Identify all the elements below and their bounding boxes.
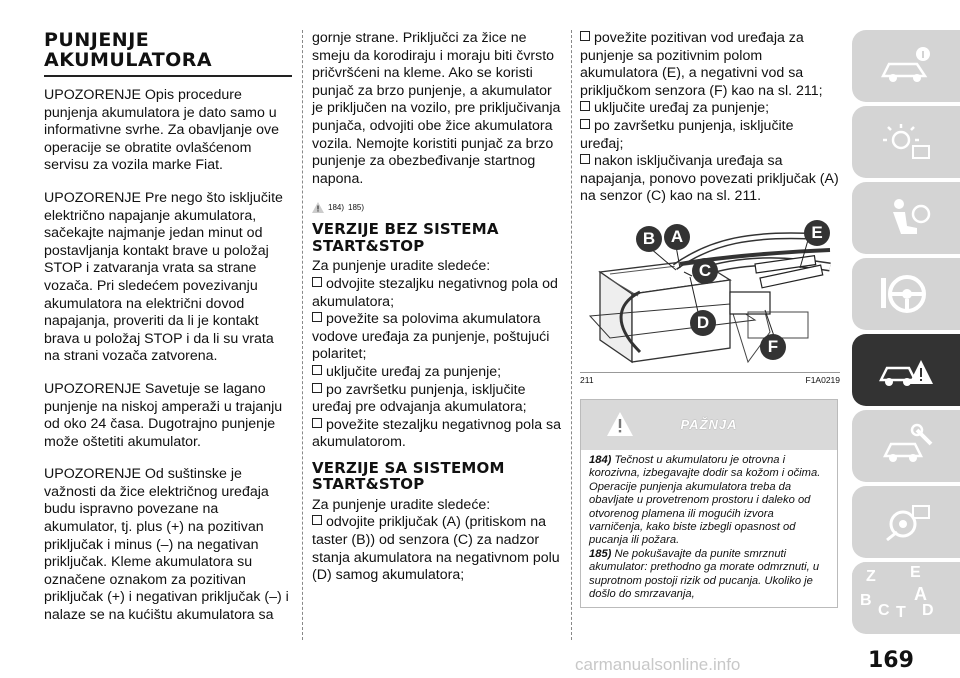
bullet-text: povežite pozitivan vod uređaja za punjenje sa pozitivnim polom akumulatora (E), a negativni vod sa priključkom senzora (F) kao na sl. 211; <box>580 30 823 99</box>
checkbox-bullet-icon <box>312 418 322 428</box>
subheading-without-start-stop: VERZIJE BEZ SISTEMA START&STOP <box>312 220 499 255</box>
checkbox-bullet-icon <box>580 101 590 111</box>
bullet-item <box>312 417 564 452</box>
index-letter: C <box>878 602 890 619</box>
figure-label-A: A <box>664 224 690 250</box>
column-divider <box>302 30 304 640</box>
battery-charging-illustration <box>580 212 838 370</box>
paragraph-continued: gornje strane. Priključci za žice ne smeju da korodiraju i moraju biti čvrsto pričvršćeni na kleme. Ako se koristi punjač za brzo punjenje, a akumulator je priključen na vozilo, pre priključivanja punjača, odvojiti obe žice akumulatora vozila. Nemojte koristiti punjač za brzo punjenje za obezbeđivanje startnog napona. <box>312 30 561 187</box>
bullet-item <box>312 311 564 364</box>
attention-body <box>581 450 837 607</box>
watermark: carmanualsonline.info <box>575 655 741 674</box>
figure-label-C: C <box>692 258 718 284</box>
warning-number: 184) <box>589 453 612 466</box>
index-letter: E <box>910 564 921 581</box>
column-divider <box>571 30 573 640</box>
bullet-text: po završetku punjenja, isključite uređaj; <box>580 117 794 152</box>
bullet-list-c <box>580 30 840 206</box>
warning-text: Tečnost u akumulatoru je otrovna i korozivna, izbegavajte dodir sa kožom i očima. Operacije punjenja akumulatora treba da obavljate u provetrenom prostoru i daleko od otvorenog plamena ili mogućih izvora varničenja, kako biste izbegli opasnost od pucanja ili požara. <box>589 453 821 547</box>
warning-text: Ne pokušavajte da punite smrznuti akumulator: prethodno ga morate odmrznuti, u suprotnom postoji rizik od pucanja. Ukoliko je došlo do smrzavanja, <box>589 547 820 600</box>
paragraph-3: UPOZORENJE Savetuje se lagano punjenje na niskoj amperaži u trajanju od oko 24 časa. Dugotrajno punjenje može oštetiti akumulator. <box>44 380 283 450</box>
lead-text: Za punjenje uradite sledeće: <box>312 496 491 513</box>
index-letter: D <box>922 602 934 619</box>
checkbox-bullet-icon <box>580 31 590 41</box>
figure-label-F: F <box>760 334 786 360</box>
attention-header <box>581 400 837 450</box>
bullet-item <box>312 276 564 311</box>
bullet-text: po završetku punjenja, isključite uređaj pre odvajanja akumulatora; <box>312 381 527 416</box>
bullet-text: povežite sa polovima akumulatora vodove uređaja za punjenje, poštujući polaritet; <box>312 311 550 363</box>
bullet-item <box>312 382 564 417</box>
checkbox-bullet-icon <box>312 312 322 322</box>
page-number: 169 <box>868 648 914 673</box>
bullet-text: odvojite stezaljku negativnog pola od akumulatora; <box>312 275 558 310</box>
bullet-list-a <box>312 276 564 452</box>
bullet-item <box>312 514 564 584</box>
battery-figure <box>580 212 838 370</box>
info-car-icon <box>877 42 935 90</box>
attention-box <box>580 399 838 608</box>
column-1 <box>44 30 292 640</box>
chapter-tab-emergency[interactable] <box>852 334 960 406</box>
chapter-tab-driving[interactable] <box>852 258 960 330</box>
paragraph-1: UPOZORENJE Opis procedure punjenja akumulatora je dato samo u informativne svrhe. Za obavljanje ove operacije se obratite ovlašćenom servisu za vozila marke Fiat. <box>44 87 280 174</box>
bullet-text: uključite uređaj za punjenje; <box>326 363 502 380</box>
title-rule <box>44 75 292 77</box>
tech-data-icon <box>877 498 935 546</box>
warning-number: 185) <box>589 547 612 560</box>
paragraph-4: UPOZORENJE Od suštinske je važnosti da žice električnog uređaja budu ispravno povezane na akumulator, tj. plus (+) na pozitivan priključak i minus (–) na negativan priključak. Kleme akumulatora su označene oznakom za pozitivan priključak (+) i negativan priključak (–) i nalaze se na kućištu akumulatora sa <box>44 466 289 624</box>
warning-triangle-icon <box>607 412 633 436</box>
checkbox-bullet-icon <box>312 277 322 287</box>
bullet-item <box>580 30 840 100</box>
section-title-line1: PUNJENJE <box>44 29 150 51</box>
bullet-text: nakon isključivanja uređaja sa napajanja, ponovo povezati priključak (A) na senzor (C) kao na sl. 211. <box>580 153 839 205</box>
car-emergency-icon <box>877 346 935 394</box>
index-letter: Z <box>866 568 876 585</box>
warning-184 <box>589 454 829 548</box>
warning-ref-184[interactable]: 184) <box>328 203 345 213</box>
subheading-with-start-stop: VERZIJE SA SISTEMOM START&STOP <box>312 458 505 494</box>
bullet-item <box>312 364 564 382</box>
wrench-car-icon <box>877 422 935 470</box>
figure-label-E: E <box>804 220 830 246</box>
column-3 <box>580 30 840 608</box>
bullet-item <box>580 118 840 153</box>
warning-references <box>312 202 564 213</box>
column-2 <box>312 30 564 585</box>
bullet-text: povežite stezaljku negativnog pola sa akumulatorom. <box>312 416 562 451</box>
airbag-seat-icon <box>877 194 935 242</box>
chapter-sidebar <box>852 30 960 640</box>
steering-wheel-icon <box>877 270 935 318</box>
chapter-tab-dashboard[interactable] <box>852 106 960 178</box>
chapter-tab-index-visible[interactable] <box>852 562 960 628</box>
chapter-tab-technical[interactable] <box>852 486 960 558</box>
checkbox-bullet-icon <box>312 383 322 393</box>
attention-title: PAŽNJA <box>680 417 738 433</box>
paragraph-2: UPOZORENJE Pre nego što isključite električno napajanje akumulatora, sačekajte najmanje jedan minut od postavljanja kontakt brave u položaj STOP i zatvaranja vrata sa strane vozača. Pri sledećem povezivanju akumulatora na električni dovod napajanja, proveriti da li je kontakt brava u položaj STOP i da li su vrata na strani vozača zatvorena. <box>44 189 283 365</box>
bullet-list-b <box>312 514 564 584</box>
figure-number: 211 <box>580 374 594 385</box>
bullet-item <box>580 100 840 118</box>
dashboard-lights-icon <box>877 118 935 166</box>
bullet-text: odvojite priključak (A) (pritiskom na taster (B)) od senzora (C) za nadzor stanja akumulatora na negativnom polu (D) samog akumulatora; <box>312 514 560 584</box>
warning-triangle-icon <box>312 202 324 213</box>
chapter-tab-info[interactable] <box>852 30 960 102</box>
chapter-tab-maintenance[interactable] <box>852 410 960 482</box>
checkbox-bullet-icon <box>312 365 322 375</box>
warning-ref-185[interactable]: 185) <box>348 203 365 213</box>
section-title-line2: AKUMULATORA <box>44 49 213 71</box>
bullet-text: uključite uređaj za punjenje; <box>594 100 770 117</box>
checkbox-bullet-icon <box>580 154 590 164</box>
warning-185 <box>589 548 829 602</box>
index-letter: B <box>860 592 872 609</box>
index-letter: T <box>896 604 906 621</box>
chapter-tab-safety[interactable] <box>852 182 960 254</box>
figure-label-B: B <box>636 226 662 252</box>
checkbox-bullet-icon <box>580 119 590 129</box>
figure-label-D: D <box>690 310 716 336</box>
index-letter: A <box>914 584 927 604</box>
bullet-item <box>580 153 840 206</box>
checkbox-bullet-icon <box>312 515 322 525</box>
figure-caption <box>580 372 840 385</box>
figure-code: F1A0219 <box>805 374 840 385</box>
lead-text: Za punjenje uradite sledeće: <box>312 258 491 275</box>
